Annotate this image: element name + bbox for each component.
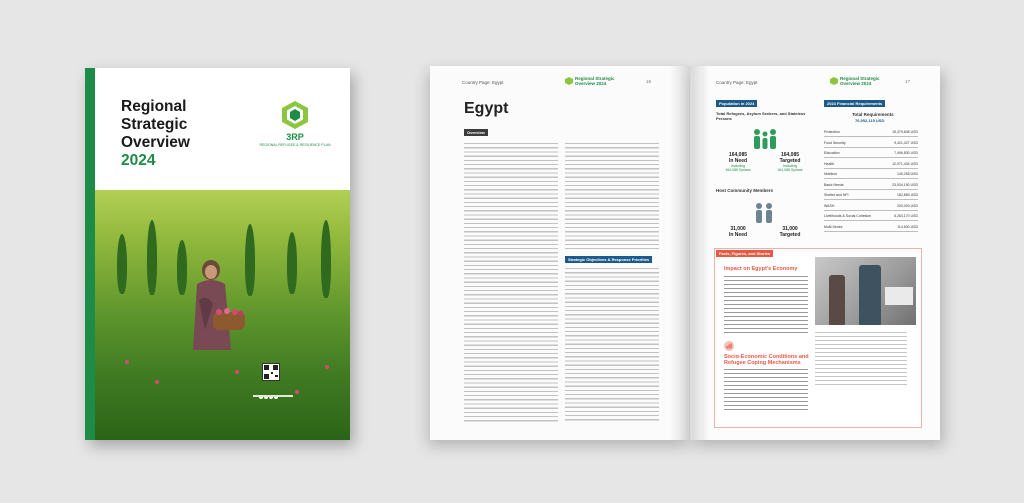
laptop-shape <box>885 287 913 305</box>
total-requirements-value: 76,952,115 USD <box>855 118 885 123</box>
cover-spine <box>85 68 95 440</box>
sector-name: Livelihoods & Social Cohesion <box>824 214 872 218</box>
tree-shape <box>117 234 127 294</box>
impact-body-text <box>724 276 808 334</box>
right-page-brand <box>840 76 880 86</box>
sector-value: 200,000 USD <box>896 203 918 208</box>
host-targeted-value: 31,000 <box>782 226 798 232</box>
person-shape <box>859 265 881 325</box>
impact-title: Impact on Egypt's Economy <box>724 266 798 272</box>
brand-line1: Regional Strategic <box>840 76 880 81</box>
3rp-small-logo-icon <box>830 77 838 85</box>
cover-title <box>121 98 231 170</box>
total-requirements-label: Total Requirements <box>852 112 894 117</box>
sector-divider <box>824 136 918 137</box>
woman-with-basket-figure <box>183 260 253 380</box>
refugees-in-need-including: Including <box>730 164 745 168</box>
sector-name: Shelter and NFI <box>824 193 849 197</box>
sector-divider <box>824 168 918 169</box>
refugees-targeted-syrians: 164,085 Syrians <box>777 168 803 172</box>
sector-name: WASH <box>824 203 835 208</box>
cover-logo-subtitle: REGIONAL REFUGEE & RESILIENCE PLAN <box>259 143 331 147</box>
refugee-family-icon <box>750 128 780 150</box>
tree-shape <box>147 220 157 295</box>
open-brochure-spread <box>430 66 940 440</box>
left-page-brand <box>575 76 615 86</box>
sector-divider <box>824 231 918 232</box>
host-community-label: Host Community Members <box>716 188 774 193</box>
report-cover <box>85 68 350 440</box>
host-community-icon <box>752 202 776 224</box>
overview-label: Overview <box>464 129 488 136</box>
brand-line1: Regional Strategic <box>575 76 615 81</box>
sector-value: 6,263,170 USD <box>894 214 918 218</box>
sector-value: 23,534,190 USD <box>892 182 918 187</box>
host-targeted-label: Targeted <box>779 232 801 238</box>
sector-divider <box>824 189 918 190</box>
person-shape <box>829 275 845 325</box>
refugees-in-need-value: 164,085 <box>728 152 748 158</box>
cover-logo-text: 3RP <box>286 132 304 142</box>
socio-body-text <box>724 369 808 411</box>
tree-shape <box>321 220 331 298</box>
sector-divider <box>824 199 918 200</box>
qr-code-icon <box>262 363 280 381</box>
cover-title-line3: Overview <box>121 134 190 151</box>
cover-title-line2: Strategic <box>121 116 188 133</box>
socio-economic-title <box>724 354 809 366</box>
cover-photo <box>95 190 350 440</box>
3rp-small-logo-icon <box>565 77 573 85</box>
refugees-targeted-including: Including <box>782 164 797 168</box>
socio-title-line2: Refugee Coping Mechanisms <box>724 360 801 366</box>
host-in-need-label: In Need <box>728 232 748 238</box>
column1-body-text <box>464 143 558 423</box>
cover-title-year: 2024 <box>121 152 156 169</box>
facts-figures-label: Facts, Figures, and Stories <box>716 250 773 257</box>
chart-icon <box>724 341 734 351</box>
sector-divider <box>824 220 918 221</box>
refugees-in-need-syrians: 164,085 Syrians <box>725 168 751 172</box>
sector-divider <box>824 178 918 179</box>
sector-name: Nutrition <box>824 172 838 176</box>
right-page-header: Country Page: Egypt <box>716 80 758 85</box>
strategic-objectives-label: Strategic Objectives & Response Priorities <box>565 256 652 263</box>
office-photo <box>815 257 916 325</box>
right-page <box>690 66 940 440</box>
right-page-number: 17 <box>905 79 911 84</box>
social-icons <box>259 386 283 391</box>
sector-value: 9,421,427 USD <box>894 140 918 145</box>
photo-caption-text <box>815 332 907 388</box>
sector-value: 162,880 USD <box>896 193 918 197</box>
page-gutter-shadow <box>670 66 710 440</box>
sector-name: Education <box>824 151 840 155</box>
rose-dot <box>325 365 329 369</box>
sector-name: Multi-Sector <box>824 224 843 229</box>
socio-title-line1: Socio-Economic Conditions and <box>724 354 809 360</box>
sector-value: 140,255 USD <box>896 172 918 176</box>
rose-dot <box>155 380 159 384</box>
rose-dot <box>125 360 129 364</box>
rose-dot <box>235 370 239 374</box>
cover-title-line1: Regional <box>121 98 187 115</box>
brand-line2: Overview 2024 <box>575 81 607 86</box>
column2-body-text-bottom <box>565 268 659 423</box>
sector-name: Health <box>824 161 835 166</box>
brand-line2: Overview 2024 <box>840 81 872 86</box>
sector-name: Protection <box>824 130 840 134</box>
sector-divider <box>824 147 918 148</box>
sector-value: 15,379,848 USD <box>892 130 918 134</box>
cover-url-line <box>253 395 293 397</box>
sector-value: 114,600 USD <box>897 224 918 229</box>
refugees-targeted-label: Targeted <box>779 158 801 164</box>
left-page-number: 16 <box>646 79 652 84</box>
left-page <box>430 66 690 440</box>
rose-dot <box>295 390 299 394</box>
column2-body-text-top <box>565 143 659 251</box>
sector-name: Basic Needs <box>824 182 844 187</box>
refugees-in-need-label: In Need <box>728 158 748 164</box>
sector-divider <box>824 210 918 211</box>
tree-shape <box>287 232 297 294</box>
population-subtitle: Total Refugees, Asylum Seekers, and Stateless Persons <box>716 111 806 121</box>
sector-name: Food Security <box>824 140 846 145</box>
host-in-need-value: 31,000 <box>730 226 746 232</box>
financial-requirements-label: 2024 Financial Requirements <box>824 100 885 107</box>
3rp-logo-icon <box>280 100 310 130</box>
left-page-title: Egypt <box>464 100 509 117</box>
left-page-header: Country Page: Egypt <box>462 80 504 85</box>
sector-divider <box>824 157 918 158</box>
sector-value: 7,496,830 USD <box>894 151 918 155</box>
sector-value: 12,971,434 USD <box>892 161 918 166</box>
population-label: Population in 2024 <box>716 100 757 107</box>
refugees-targeted-value: 164,085 <box>780 152 800 158</box>
